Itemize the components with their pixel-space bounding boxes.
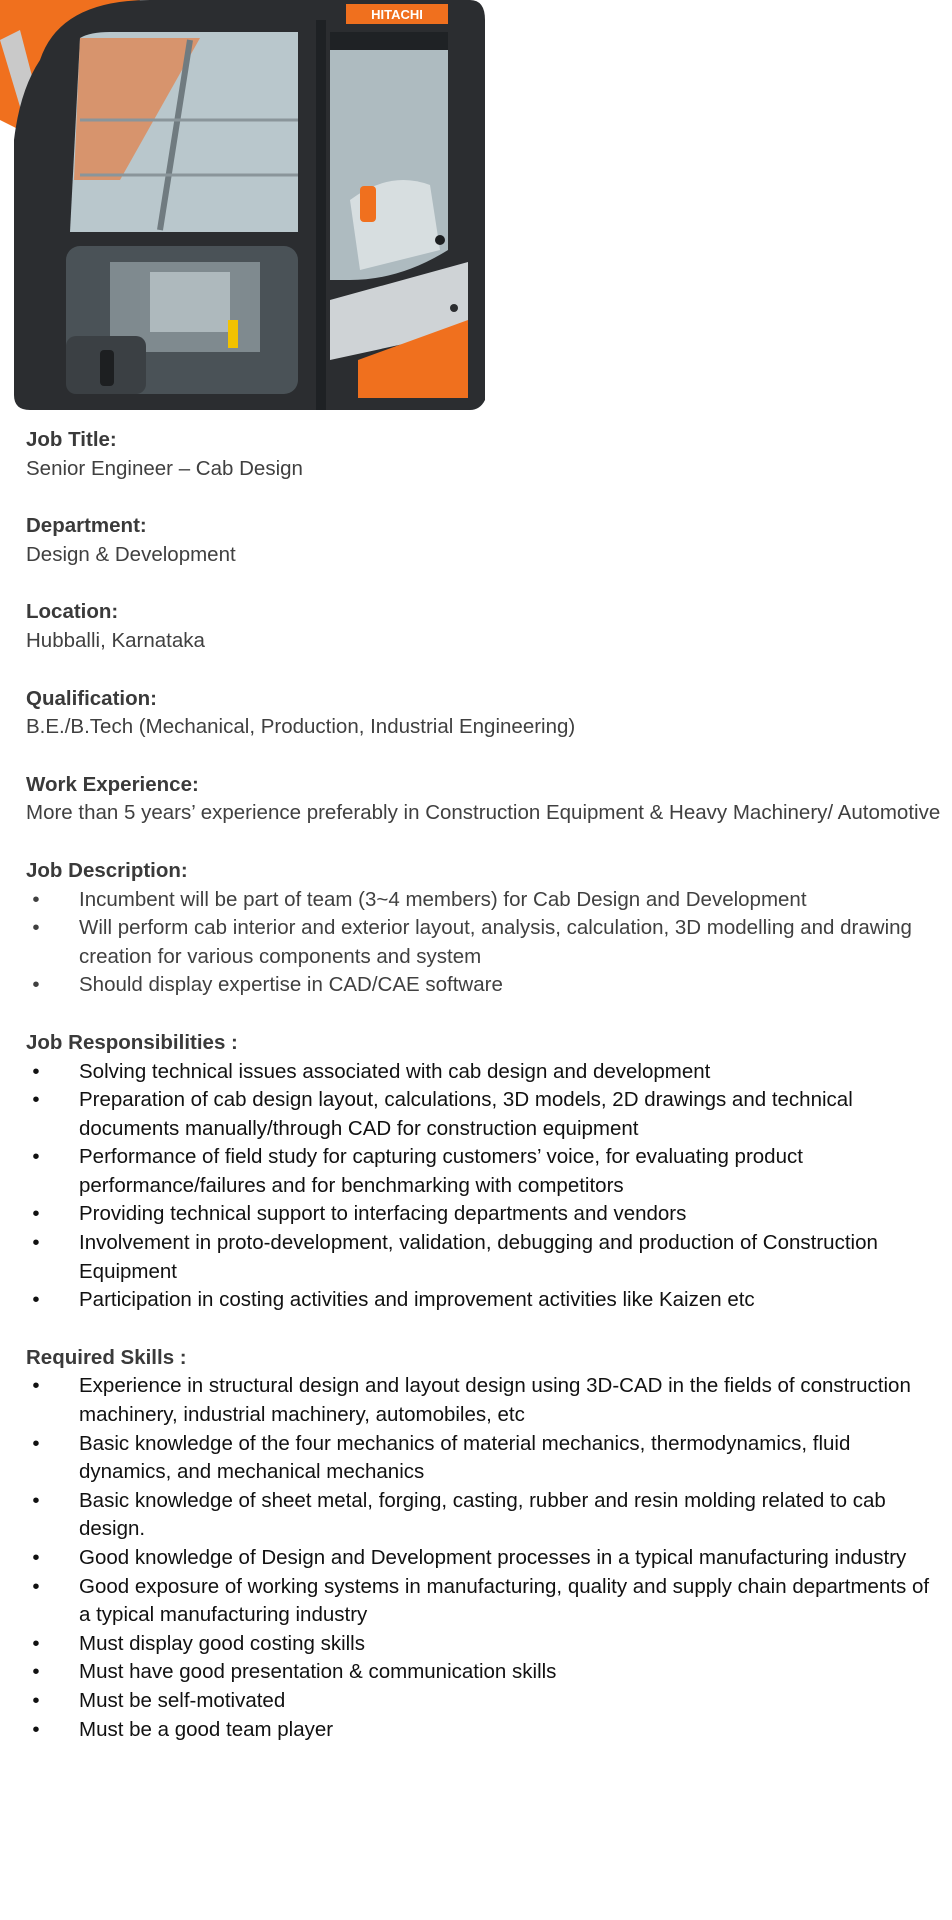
bullet-icon: • xyxy=(32,1631,40,1655)
job-title-value: Senior Engineer – Cab Design xyxy=(26,456,303,480)
job-posting xyxy=(26,426,946,1744)
required-skills-label: Required Skills : xyxy=(26,1345,187,1369)
list-item: • Good knowledge of Design and Development processes in a typical manufacturing industry xyxy=(26,1544,946,1573)
bullet-icon: • xyxy=(32,1431,40,1455)
bullet-icon: • xyxy=(32,1288,40,1312)
job-responsibilities-section xyxy=(26,1029,946,1315)
bullet-icon: • xyxy=(32,1202,40,1226)
list-item: • Basic knowledge of the four mechanics of material mechanics, thermodynamics, fluid dynamics, and mechanical mechanics xyxy=(26,1430,946,1487)
qualification-section xyxy=(26,685,946,742)
bullet-icon: • xyxy=(32,1546,40,1569)
bullet-icon: • xyxy=(32,1231,40,1255)
list-item: • Involvement in proto-development, validation, debugging and production of Construction Equipment xyxy=(26,1229,946,1286)
list-item: • Preparation of cab design layout, calculations, 3D models, 2D drawings and technical documents manually/through CAD for construction equipment xyxy=(26,1086,946,1143)
bullet-icon: • xyxy=(32,1088,40,1112)
list-item: • Basic knowledge of sheet metal, forging, casting, rubber and resin molding related to cab design. xyxy=(26,1487,946,1544)
bullet-icon: • xyxy=(32,1145,40,1169)
list-item: • Providing technical support to interfacing departments and vendors xyxy=(26,1200,946,1229)
excavator-cab-image xyxy=(0,0,488,412)
work-experience-section xyxy=(26,771,946,828)
list-item: • Experience in structural design and layout design using 3D-CAD in the fields of construction machinery, industrial machinery, automobiles, etc xyxy=(26,1372,946,1429)
location-section xyxy=(26,598,946,655)
bullet-icon: • xyxy=(32,1488,40,1512)
list-item: • Participation in costing activities and improvement activities like Kaizen etc xyxy=(26,1286,946,1315)
list-item: • Good exposure of working systems in manufacturing, quality and supply chain departments of a typical manufacturing industry xyxy=(26,1573,946,1630)
hitachi-logo-text: HITACHI xyxy=(371,7,423,22)
job-description-section xyxy=(26,857,946,1000)
bullet-icon: • xyxy=(32,1660,40,1684)
list-item: • Must have good presentation & communication skills xyxy=(26,1658,946,1687)
list-item: • Will perform cab interior and exterior layout, analysis, calculation, 3D modelling and drawing creation for various components and system xyxy=(26,914,946,971)
qualification-value: B.E./B.Tech (Mechanical, Production, Industrial Engineering) xyxy=(26,715,576,739)
bullet-icon: • xyxy=(32,887,40,911)
list-item: • Should display expertise in CAD/CAE software xyxy=(26,971,946,1000)
work-experience-value: More than 5 years’ experience preferably in Construction Equipment & Heavy Machinery/ Automotive xyxy=(26,801,941,825)
required-skills-section xyxy=(26,1344,946,1744)
job-title-label: Job Title: xyxy=(26,428,117,451)
bullet-icon: • xyxy=(32,916,40,940)
work-experience-label: Work Experience: xyxy=(26,772,199,796)
job-description-list xyxy=(26,886,946,1000)
list-item: • Incumbent will be part of team (3~4 members) for Cab Design and Development xyxy=(26,886,946,915)
job-description-label: Job Description: xyxy=(26,858,188,882)
job-responsibilities-label: Job Responsibilities : xyxy=(26,1030,238,1054)
location-value: Hubballi, Karnataka xyxy=(26,628,205,652)
qualification-label: Qualification: xyxy=(26,686,157,710)
bullet-icon: • xyxy=(32,1688,40,1712)
job-title-section xyxy=(26,426,946,483)
list-item: • Must be self-motivated xyxy=(26,1687,946,1716)
bullet-icon: • xyxy=(32,1059,40,1083)
required-skills-list xyxy=(26,1372,946,1744)
job-responsibilities-list xyxy=(26,1058,946,1315)
department-value: Design & Development xyxy=(26,542,236,566)
bullet-icon: • xyxy=(32,1374,40,1398)
list-item: • Solving technical issues associated with cab design and development xyxy=(26,1058,946,1087)
list-item: • Must be a good team player xyxy=(26,1716,946,1745)
bullet-icon: • xyxy=(32,1574,40,1598)
list-item: • Must display good costing skills xyxy=(26,1630,946,1659)
department-label: Department: xyxy=(26,514,147,538)
list-item: • Performance of field study for capturing customers’ voice, for evaluating product performance/failures and for benchmarking with competitors xyxy=(26,1143,946,1200)
bullet-icon: • xyxy=(32,1717,40,1741)
bullet-icon: • xyxy=(32,973,40,997)
location-label: Location: xyxy=(26,600,119,624)
department-section xyxy=(26,512,946,569)
